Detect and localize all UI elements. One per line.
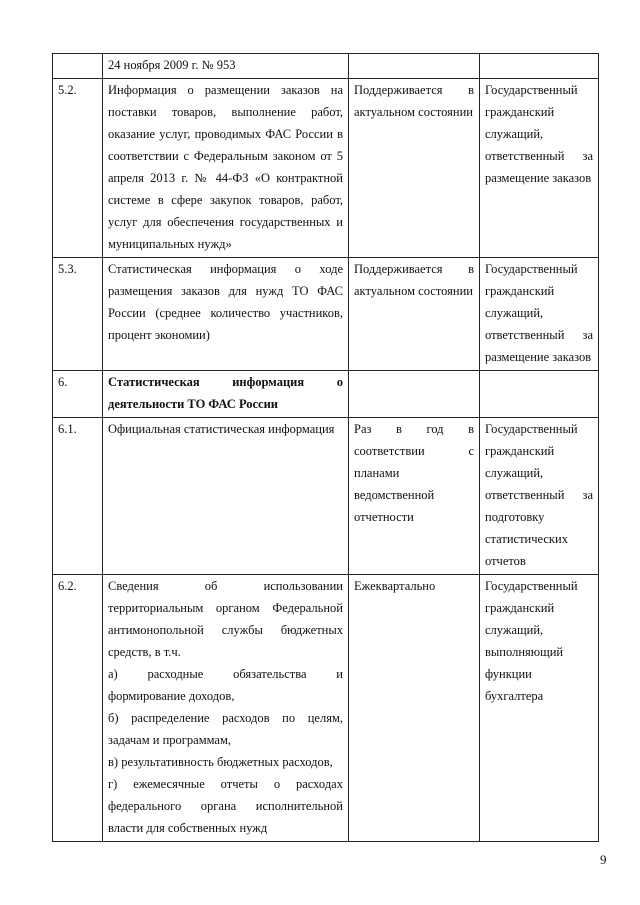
row-number <box>53 54 103 79</box>
table-row <box>53 371 599 418</box>
table-row <box>53 54 599 79</box>
info-cell: Официальная статистическая информация <box>103 418 349 575</box>
row-number: 5.3. <box>53 258 103 371</box>
table-row <box>53 418 599 575</box>
row-number: 6.2. <box>53 575 103 842</box>
info-cell: Информация о размещении заказов на поставки товаров, выполнение работ, оказание услуг, проводимых ФАС России в соответствии с Федеральным законом от 5 апреля 2013 г. № 44-ФЗ «О контрактной системе в сфере закупок товаров, работ, услуг для обеспечения государственных и муниципальных нужд» <box>103 79 349 258</box>
responsible-cell: Государственный гражданский служащий, выполняющий функции бухгалтера <box>480 575 599 842</box>
period-cell: Поддерживается в актуальном состоянии <box>349 258 480 371</box>
responsible-cell <box>480 371 599 418</box>
period-cell: Раз в год в соответствии с планами ведомственной отчетности <box>349 418 480 575</box>
period-cell: Поддерживается в актуальном состоянии <box>349 79 480 258</box>
table-row <box>53 258 599 371</box>
period-cell <box>349 371 480 418</box>
row-number: 6. <box>53 371 103 418</box>
responsible-cell: Государственный гражданский служащий, ответственный за размещение заказов <box>480 258 599 371</box>
period-cell <box>349 54 480 79</box>
responsible-cell <box>480 54 599 79</box>
info-table <box>52 53 599 842</box>
table-row <box>53 575 599 842</box>
section-heading: Статистическая информация о деятельности ТО ФАС России <box>103 371 349 418</box>
info-cell: Сведения об использовании территориальным органом Федеральной антимонопольной службы бюджетных средств, в т.ч. а) расходные обязательства и формирование доходов, б) распределение расходов по целям, задачам и программам, в) результативность бюджетных расходов, г) ежемесячные отчеты о расходах федерального органа исполнительной власти для собственных нужд <box>103 575 349 842</box>
row-number: 5.2. <box>53 79 103 258</box>
info-cell: 24 ноября 2009 г. № 953 <box>103 54 349 79</box>
responsible-cell: Государственный гражданский служащий, ответственный за подготовку статистических отчетов <box>480 418 599 575</box>
row-number: 6.1. <box>53 418 103 575</box>
page-number: 9 <box>600 852 607 867</box>
info-cell: Статистическая информация о ходе размещения заказов для нужд ТО ФАС России (среднее количество участников, процент экономии) <box>103 258 349 371</box>
responsible-cell: Государственный гражданский служащий, ответственный за размещение заказов <box>480 79 599 258</box>
period-cell: Ежеквартально <box>349 575 480 842</box>
table-row <box>53 79 599 258</box>
